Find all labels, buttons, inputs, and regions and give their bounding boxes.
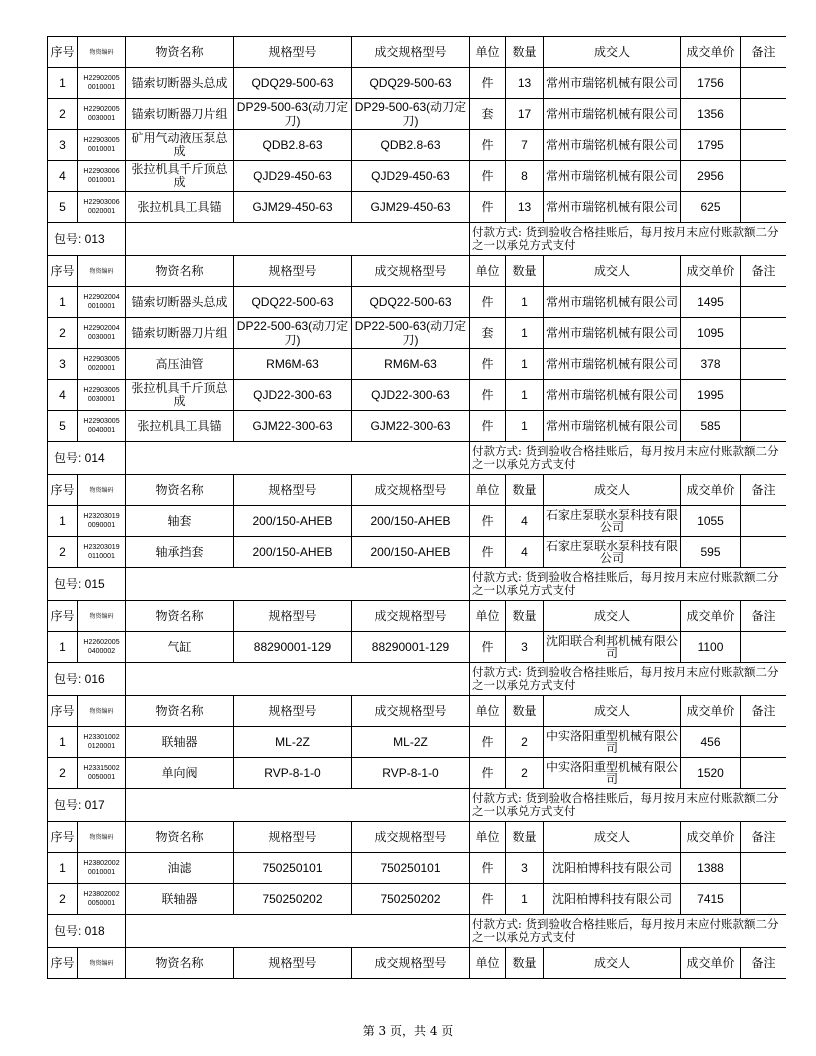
package-number: 包号: 017 [48, 789, 126, 822]
header-unit: 单位 [470, 256, 506, 287]
table-row [48, 161, 787, 192]
cell-dealer: 沈阳柏博科技有限公司 [544, 853, 681, 884]
table-row [48, 68, 787, 99]
cell-remark [741, 318, 787, 349]
header-spec: 规格型号 [234, 696, 352, 727]
cell-deal-spec: RM6M-63 [352, 349, 470, 380]
cell-dealer: 常州市瑞铭机械有限公司 [544, 349, 681, 380]
cell-unit: 件 [470, 68, 506, 99]
cell-seq: 4 [48, 161, 78, 192]
package-row [48, 223, 787, 256]
package-number: 包号: 013 [48, 223, 126, 256]
header-unit: 单位 [470, 948, 506, 979]
cell-price: 595 [681, 537, 741, 568]
package-row [48, 789, 787, 822]
table-row [48, 192, 787, 223]
header-unit: 单位 [470, 37, 506, 68]
cell-remark [741, 727, 787, 758]
header-price: 成交单价 [681, 37, 741, 68]
cell-dealer: 常州市瑞铭机械有限公司 [544, 161, 681, 192]
cell-deal-spec: QJD22-300-63 [352, 380, 470, 411]
cell-remark [741, 349, 787, 380]
cell-qty: 2 [506, 727, 544, 758]
cell-code: H22903005 0020001 [78, 349, 126, 380]
cell-qty: 4 [506, 506, 544, 537]
header-remark: 备注 [741, 256, 787, 287]
header-dealer: 成交人 [544, 37, 681, 68]
cell-spec: QDQ22-500-63 [234, 287, 352, 318]
cell-spec: GJM22-300-63 [234, 411, 352, 442]
cell-code: H22902004 0010001 [78, 287, 126, 318]
header-spec: 规格型号 [234, 948, 352, 979]
cell-price: 378 [681, 349, 741, 380]
cell-spec: 200/150-AHEB [234, 506, 352, 537]
cell-seq: 1 [48, 632, 78, 663]
header-dealer: 成交人 [544, 475, 681, 506]
cell-remark [741, 537, 787, 568]
cell-name: 轴承挡套 [126, 537, 234, 568]
header-code: 物资编码 [78, 475, 126, 506]
payment-terms: 付款方式: 货到验收合格挂账后，每月按月末应付账款额二分之一以承兑方式支付 [470, 223, 787, 256]
payment-terms: 付款方式: 货到验收合格挂账后，每月按月末应付账款额二分之一以承兑方式支付 [470, 789, 787, 822]
package-blank [126, 223, 470, 256]
table-header-row [48, 948, 787, 979]
header-code: 物资编码 [78, 948, 126, 979]
cell-code: H22902005 0010001 [78, 68, 126, 99]
result-table [47, 36, 786, 979]
header-seq: 序号 [48, 37, 78, 68]
table-row [48, 506, 787, 537]
header-price: 成交单价 [681, 601, 741, 632]
header-price: 成交单价 [681, 256, 741, 287]
header-dealer: 成交人 [544, 696, 681, 727]
cell-price: 1100 [681, 632, 741, 663]
cell-name: 锚索切断器刀片组 [126, 318, 234, 349]
table-header-row [48, 822, 787, 853]
cell-name: 矿用气动液压泵总成 [126, 130, 234, 161]
cell-deal-spec: 750250101 [352, 853, 470, 884]
cell-price: 2956 [681, 161, 741, 192]
cell-remark [741, 506, 787, 537]
cell-code: H22902005 0030001 [78, 99, 126, 130]
cell-deal-spec: QJD29-450-63 [352, 161, 470, 192]
cell-dealer: 常州市瑞铭机械有限公司 [544, 192, 681, 223]
header-unit: 单位 [470, 822, 506, 853]
cell-remark [741, 161, 787, 192]
cell-name: 联轴器 [126, 884, 234, 915]
header-qty: 数量 [506, 948, 544, 979]
header-remark: 备注 [741, 601, 787, 632]
cell-dealer: 常州市瑞铭机械有限公司 [544, 99, 681, 130]
table-header-row [48, 37, 787, 68]
table-header-row [48, 601, 787, 632]
table-row [48, 318, 787, 349]
header-code: 物资编码 [78, 37, 126, 68]
cell-code: H23802002 0050001 [78, 884, 126, 915]
cell-name: 锚索切断器刀片组 [126, 99, 234, 130]
cell-deal-spec: DP29-500-63(动刀定刀) [352, 99, 470, 130]
cell-deal-spec: 88290001-129 [352, 632, 470, 663]
cell-seq: 1 [48, 68, 78, 99]
payment-terms: 付款方式: 货到验收合格挂账后，每月按月末应付账款额二分之一以承兑方式支付 [470, 568, 787, 601]
table-row [48, 853, 787, 884]
header-seq: 序号 [48, 256, 78, 287]
cell-price: 456 [681, 727, 741, 758]
cell-spec: DP22-500-63(动刀定刀) [234, 318, 352, 349]
header-name: 物资名称 [126, 37, 234, 68]
cell-deal-spec: 200/150-AHEB [352, 506, 470, 537]
cell-price: 1388 [681, 853, 741, 884]
header-remark: 备注 [741, 696, 787, 727]
header-qty: 数量 [506, 475, 544, 506]
package-blank [126, 568, 470, 601]
cell-dealer: 中实洛阳重型机械有限公司 [544, 758, 681, 789]
cell-seq: 3 [48, 130, 78, 161]
cell-price: 1095 [681, 318, 741, 349]
cell-qty: 1 [506, 884, 544, 915]
cell-unit: 件 [470, 884, 506, 915]
header-name: 物资名称 [126, 475, 234, 506]
header-qty: 数量 [506, 822, 544, 853]
cell-spec: 750250101 [234, 853, 352, 884]
table-header-row [48, 475, 787, 506]
table-row [48, 130, 787, 161]
cell-code: H23203019 0090001 [78, 506, 126, 537]
cell-remark [741, 758, 787, 789]
cell-price: 1520 [681, 758, 741, 789]
cell-deal-spec: 750250202 [352, 884, 470, 915]
header-spec: 规格型号 [234, 822, 352, 853]
cell-qty: 17 [506, 99, 544, 130]
payment-terms: 付款方式: 货到验收合格挂账后，每月按月末应付账款额二分之一以承兑方式支付 [470, 915, 787, 948]
cell-remark [741, 287, 787, 318]
header-name: 物资名称 [126, 601, 234, 632]
cell-name: 锚索切断器头总成 [126, 68, 234, 99]
cell-spec: 200/150-AHEB [234, 537, 352, 568]
cell-remark [741, 130, 787, 161]
cell-price: 1995 [681, 380, 741, 411]
header-dealer: 成交人 [544, 948, 681, 979]
header-dealer: 成交人 [544, 601, 681, 632]
package-number: 包号: 018 [48, 915, 126, 948]
header-name: 物资名称 [126, 696, 234, 727]
package-blank [126, 915, 470, 948]
cell-unit: 件 [470, 758, 506, 789]
cell-seq: 1 [48, 287, 78, 318]
package-number: 包号: 016 [48, 663, 126, 696]
header-deal-spec: 成交规格型号 [352, 822, 470, 853]
cell-remark [741, 411, 787, 442]
cell-seq: 2 [48, 537, 78, 568]
cell-price: 1356 [681, 99, 741, 130]
cell-dealer: 石家庄泵联水泵科技有限公司 [544, 537, 681, 568]
cell-unit: 件 [470, 506, 506, 537]
cell-dealer: 常州市瑞铭机械有限公司 [544, 68, 681, 99]
cell-name: 张拉机具千斤顶总成 [126, 380, 234, 411]
payment-terms: 付款方式: 货到验收合格挂账后，每月按月末应付账款额二分之一以承兑方式支付 [470, 442, 787, 475]
cell-deal-spec: GJM22-300-63 [352, 411, 470, 442]
header-seq: 序号 [48, 475, 78, 506]
header-seq: 序号 [48, 601, 78, 632]
header-dealer: 成交人 [544, 822, 681, 853]
header-seq: 序号 [48, 948, 78, 979]
header-qty: 数量 [506, 37, 544, 68]
cell-code: H22902004 0030001 [78, 318, 126, 349]
header-remark: 备注 [741, 37, 787, 68]
cell-qty: 1 [506, 349, 544, 380]
package-number: 包号: 014 [48, 442, 126, 475]
header-dealer: 成交人 [544, 256, 681, 287]
cell-spec: 88290001-129 [234, 632, 352, 663]
cell-name: 张拉机具工具锚 [126, 192, 234, 223]
cell-unit: 件 [470, 380, 506, 411]
cell-spec: QDB2.8-63 [234, 130, 352, 161]
header-remark: 备注 [741, 948, 787, 979]
cell-seq: 5 [48, 411, 78, 442]
cell-code: H22903005 0010001 [78, 130, 126, 161]
header-code: 物资编码 [78, 696, 126, 727]
header-price: 成交单价 [681, 475, 741, 506]
cell-qty: 13 [506, 68, 544, 99]
cell-price: 7415 [681, 884, 741, 915]
cell-qty: 8 [506, 161, 544, 192]
cell-deal-spec: RVP-8-1-0 [352, 758, 470, 789]
table-row [48, 380, 787, 411]
header-name: 物资名称 [126, 948, 234, 979]
cell-remark [741, 99, 787, 130]
header-spec: 规格型号 [234, 256, 352, 287]
package-blank [126, 789, 470, 822]
cell-deal-spec: QDQ22-500-63 [352, 287, 470, 318]
header-name: 物资名称 [126, 256, 234, 287]
cell-spec: QDQ29-500-63 [234, 68, 352, 99]
cell-seq: 2 [48, 884, 78, 915]
cell-qty: 13 [506, 192, 544, 223]
header-price: 成交单价 [681, 696, 741, 727]
table-row [48, 537, 787, 568]
cell-dealer: 常州市瑞铭机械有限公司 [544, 380, 681, 411]
header-qty: 数量 [506, 256, 544, 287]
cell-name: 张拉机具千斤顶总成 [126, 161, 234, 192]
header-unit: 单位 [470, 475, 506, 506]
cell-code: H23301002 0120001 [78, 727, 126, 758]
cell-spec: RVP-8-1-0 [234, 758, 352, 789]
header-spec: 规格型号 [234, 475, 352, 506]
cell-unit: 件 [470, 349, 506, 380]
cell-code: H23802002 0010001 [78, 853, 126, 884]
header-unit: 单位 [470, 601, 506, 632]
cell-dealer: 常州市瑞铭机械有限公司 [544, 130, 681, 161]
cell-remark [741, 853, 787, 884]
table-row [48, 349, 787, 380]
package-number: 包号: 015 [48, 568, 126, 601]
cell-deal-spec: 200/150-AHEB [352, 537, 470, 568]
cell-qty: 1 [506, 411, 544, 442]
header-unit: 单位 [470, 696, 506, 727]
cell-dealer: 常州市瑞铭机械有限公司 [544, 411, 681, 442]
cell-code: H23203019 0110001 [78, 537, 126, 568]
cell-qty: 3 [506, 853, 544, 884]
cell-unit: 套 [470, 318, 506, 349]
table-row [48, 411, 787, 442]
cell-seq: 5 [48, 192, 78, 223]
package-row [48, 663, 787, 696]
cell-qty: 2 [506, 758, 544, 789]
header-remark: 备注 [741, 822, 787, 853]
table-row [48, 884, 787, 915]
cell-spec: QJD29-450-63 [234, 161, 352, 192]
header-seq: 序号 [48, 696, 78, 727]
cell-unit: 件 [470, 130, 506, 161]
cell-name: 气缸 [126, 632, 234, 663]
table-row [48, 632, 787, 663]
cell-remark [741, 380, 787, 411]
cell-price: 1055 [681, 506, 741, 537]
table-row [48, 727, 787, 758]
cell-seq: 3 [48, 349, 78, 380]
cell-seq: 2 [48, 758, 78, 789]
table-row [48, 99, 787, 130]
cell-name: 油滤 [126, 853, 234, 884]
cell-code: H22903006 0020001 [78, 192, 126, 223]
header-deal-spec: 成交规格型号 [352, 601, 470, 632]
table-row [48, 758, 787, 789]
cell-seq: 1 [48, 727, 78, 758]
cell-unit: 件 [470, 287, 506, 318]
cell-unit: 件 [470, 161, 506, 192]
cell-seq: 2 [48, 318, 78, 349]
table-header-row [48, 696, 787, 727]
cell-name: 锚索切断器头总成 [126, 287, 234, 318]
cell-spec: QJD22-300-63 [234, 380, 352, 411]
cell-qty: 1 [506, 287, 544, 318]
cell-remark [741, 192, 787, 223]
header-code: 物资编码 [78, 822, 126, 853]
procurement-result-sheet [47, 36, 786, 1001]
cell-seq: 2 [48, 99, 78, 130]
cell-price: 585 [681, 411, 741, 442]
payment-terms: 付款方式: 货到验收合格挂账后，每月按月末应付账款额二分之一以承兑方式支付 [470, 663, 787, 696]
table-header-row [48, 256, 787, 287]
cell-spec: GJM29-450-63 [234, 192, 352, 223]
header-deal-spec: 成交规格型号 [352, 475, 470, 506]
cell-dealer: 沈阳柏博科技有限公司 [544, 884, 681, 915]
cell-unit: 件 [470, 632, 506, 663]
cell-code: H23315002 0050001 [78, 758, 126, 789]
cell-seq: 4 [48, 380, 78, 411]
cell-code: H22903006 0010001 [78, 161, 126, 192]
cell-remark [741, 632, 787, 663]
cell-qty: 1 [506, 380, 544, 411]
cell-unit: 件 [470, 411, 506, 442]
cell-name: 高压油管 [126, 349, 234, 380]
header-qty: 数量 [506, 696, 544, 727]
package-row [48, 915, 787, 948]
cell-dealer: 中实洛阳重型机械有限公司 [544, 727, 681, 758]
cell-deal-spec: QDQ29-500-63 [352, 68, 470, 99]
cell-qty: 1 [506, 318, 544, 349]
cell-seq: 1 [48, 853, 78, 884]
cell-name: 轴套 [126, 506, 234, 537]
cell-name: 单向阀 [126, 758, 234, 789]
package-row [48, 442, 787, 475]
cell-deal-spec: GJM29-450-63 [352, 192, 470, 223]
cell-spec: ML-2Z [234, 727, 352, 758]
cell-deal-spec: DP22-500-63(动刀定刀) [352, 318, 470, 349]
cell-spec: RM6M-63 [234, 349, 352, 380]
table-row [48, 287, 787, 318]
cell-remark [741, 884, 787, 915]
header-price: 成交单价 [681, 948, 741, 979]
cell-seq: 1 [48, 506, 78, 537]
cell-code: H22602005 0400002 [78, 632, 126, 663]
header-code: 物资编码 [78, 601, 126, 632]
cell-unit: 件 [470, 537, 506, 568]
cell-code: H22903005 0040001 [78, 411, 126, 442]
header-deal-spec: 成交规格型号 [352, 696, 470, 727]
cell-price: 1756 [681, 68, 741, 99]
cell-remark [741, 68, 787, 99]
header-seq: 序号 [48, 822, 78, 853]
header-deal-spec: 成交规格型号 [352, 256, 470, 287]
cell-qty: 4 [506, 537, 544, 568]
page-footer: 第 3 页，共 4 页 [362, 1024, 454, 1038]
cell-dealer: 常州市瑞铭机械有限公司 [544, 318, 681, 349]
header-deal-spec: 成交规格型号 [352, 948, 470, 979]
cell-deal-spec: ML-2Z [352, 727, 470, 758]
cell-name: 张拉机具工具锚 [126, 411, 234, 442]
cell-price: 625 [681, 192, 741, 223]
cell-dealer: 常州市瑞铭机械有限公司 [544, 287, 681, 318]
cell-name: 联轴器 [126, 727, 234, 758]
header-price: 成交单价 [681, 822, 741, 853]
cell-code: H22903005 0030001 [78, 380, 126, 411]
cell-price: 1795 [681, 130, 741, 161]
header-spec: 规格型号 [234, 601, 352, 632]
package-blank [126, 442, 470, 475]
cell-dealer: 沈阳联合利邦机械有限公司 [544, 632, 681, 663]
cell-unit: 件 [470, 853, 506, 884]
cell-spec: DP29-500-63(动刀定刀) [234, 99, 352, 130]
cell-qty: 3 [506, 632, 544, 663]
header-remark: 备注 [741, 475, 787, 506]
header-name: 物资名称 [126, 822, 234, 853]
header-deal-spec: 成交规格型号 [352, 37, 470, 68]
header-code: 物资编码 [78, 256, 126, 287]
package-row [48, 568, 787, 601]
header-spec: 规格型号 [234, 37, 352, 68]
cell-spec: 750250202 [234, 884, 352, 915]
cell-dealer: 石家庄泵联水泵科技有限公司 [544, 506, 681, 537]
cell-unit: 件 [470, 192, 506, 223]
cell-deal-spec: QDB2.8-63 [352, 130, 470, 161]
header-qty: 数量 [506, 601, 544, 632]
package-blank [126, 663, 470, 696]
cell-unit: 件 [470, 727, 506, 758]
cell-price: 1495 [681, 287, 741, 318]
cell-qty: 7 [506, 130, 544, 161]
cell-unit: 套 [470, 99, 506, 130]
